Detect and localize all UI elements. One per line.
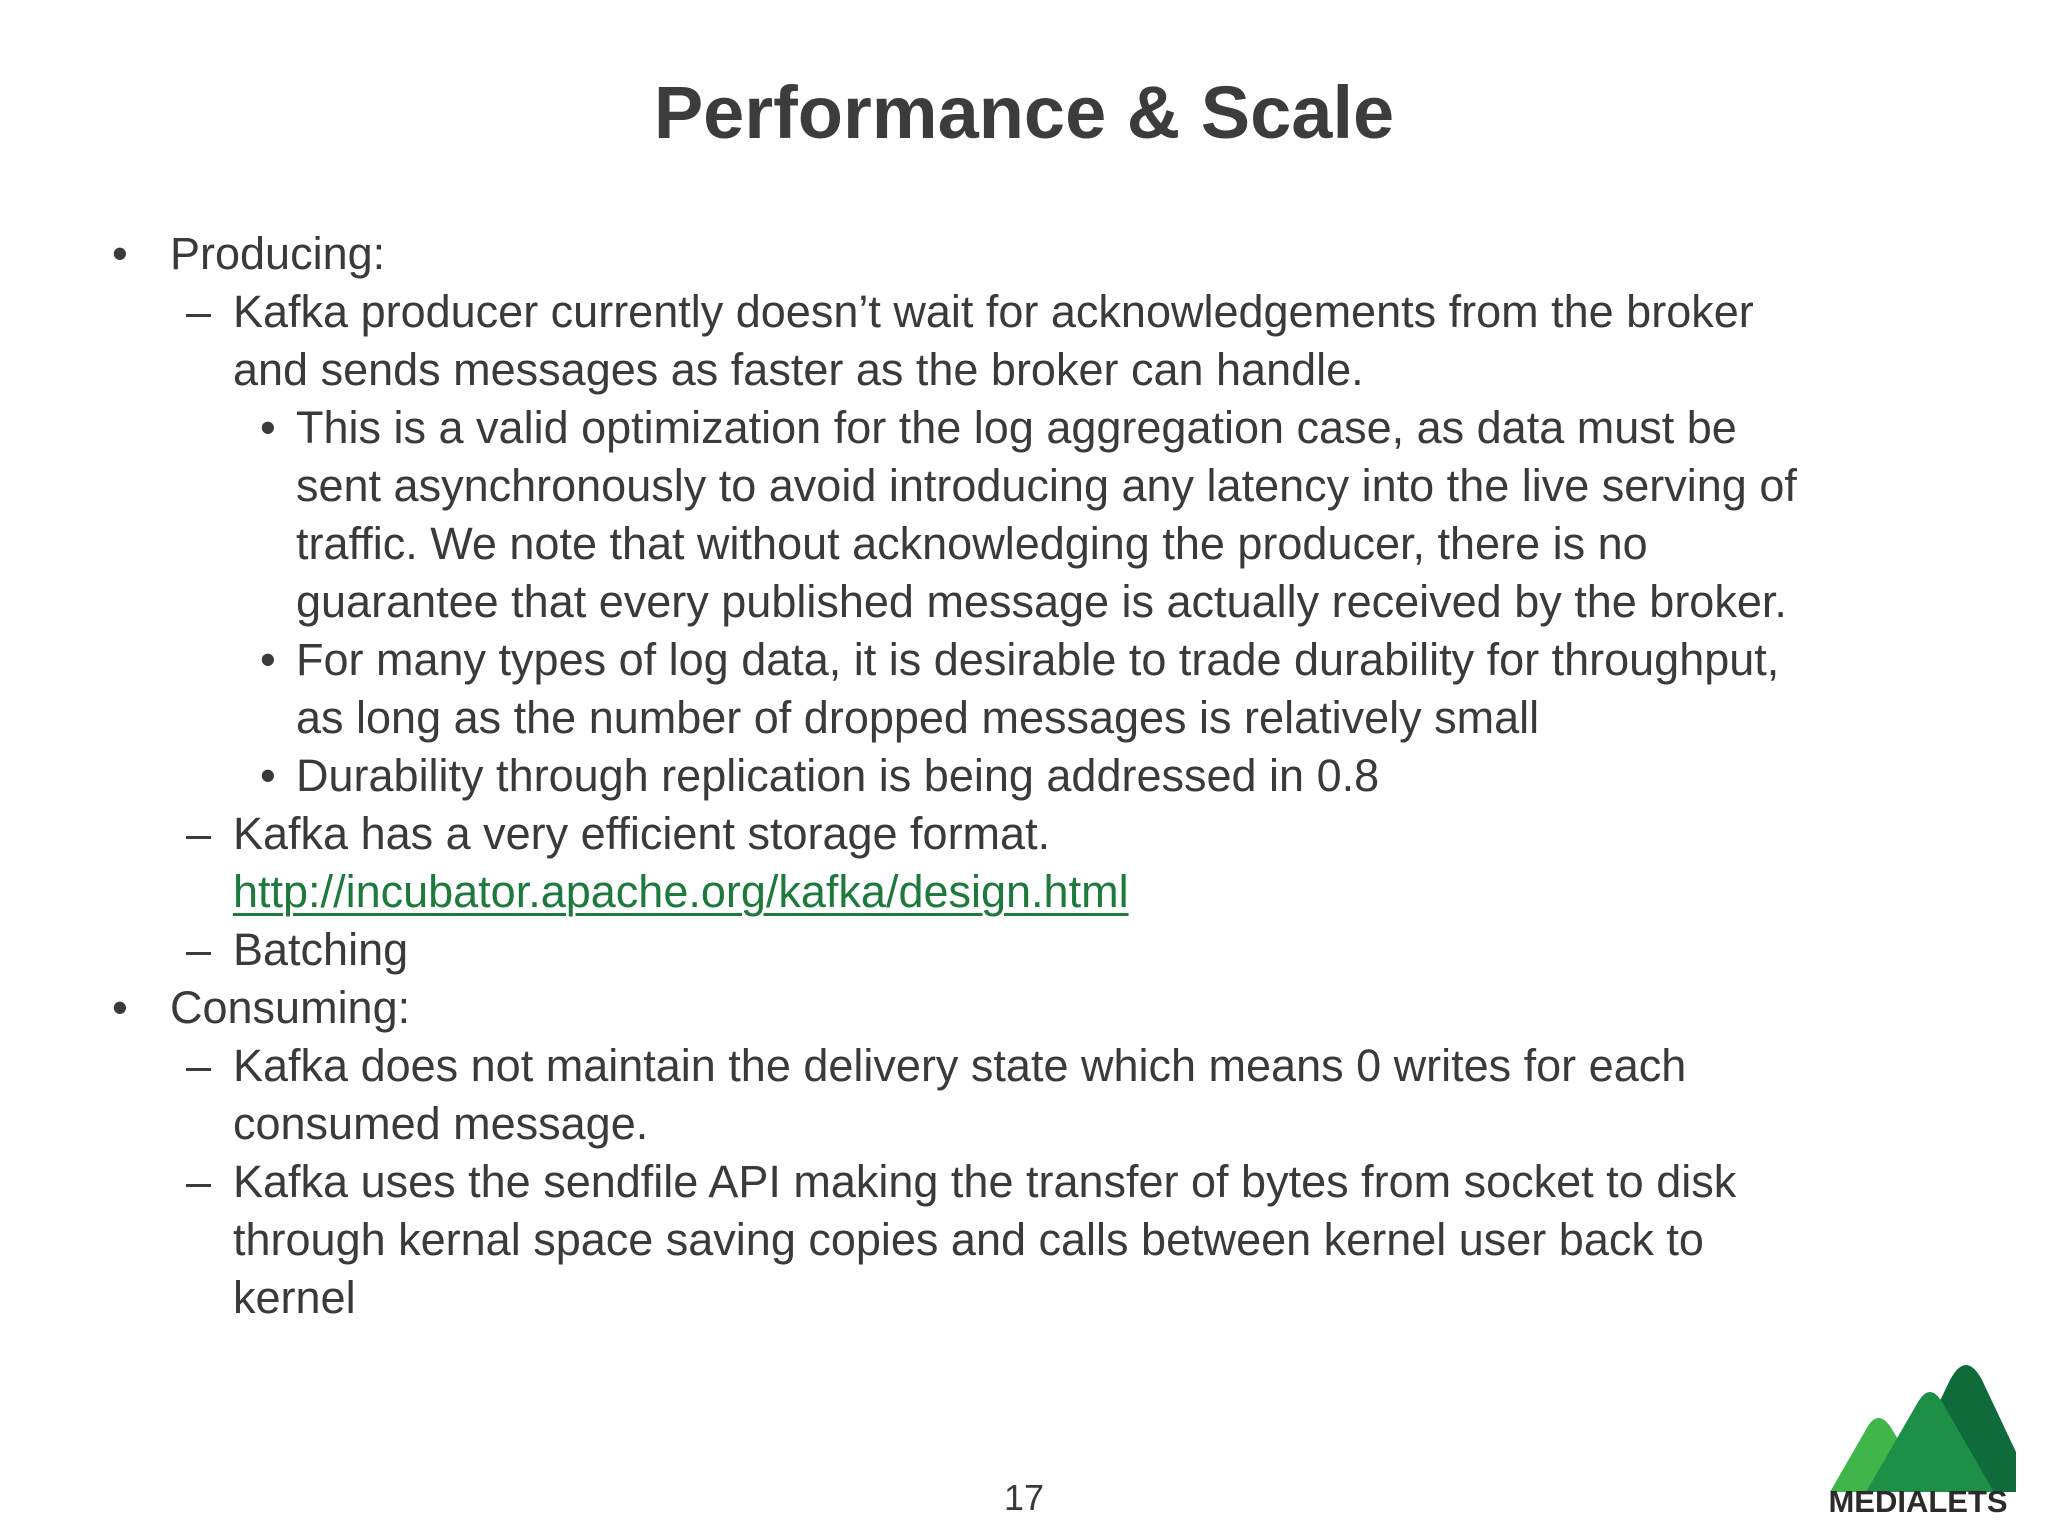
dash-marker: – [186,286,212,337]
item-optimization-line-4: guarantee that every published message is actually received by the broker. [296,576,1787,627]
bullet-marker: • [260,750,276,801]
subbullet-delivery-line-1: Kafka does not maintain the delivery state which means 0 writes for each [233,1040,1687,1091]
bullet-producing: Producing: [170,228,386,279]
bullet-marker: • [112,228,128,279]
dash-marker: – [186,924,212,975]
subbullet-sendfile-line-3: kernel [233,1272,356,1323]
dash-marker: – [186,808,212,859]
bullet-marker: • [112,982,128,1033]
item-optimization-line-3: traffic. We note that without acknowledging the producer, there is no [296,518,1648,569]
item-tradeoff-line-2: as long as the number of dropped messages is relatively small [296,692,1540,743]
dash-marker: – [186,1040,212,1091]
subbullet-producer-line-1: Kafka producer currently doesn’t wait for acknowledgements from the broker [233,286,1754,337]
subbullet-batching: Batching [233,924,409,975]
subbullet-storage-format: Kafka has a very efficient storage format. [233,808,1051,859]
bullet-marker: • [260,634,276,685]
item-tradeoff-line-1: For many types of log data, it is desirable to trade durability for throughput, [296,634,1780,685]
item-replication: Durability through replication is being addressed in 0.8 [296,750,1380,801]
slide-title: Performance & Scale [653,71,1395,154]
dash-marker: – [186,1156,212,1207]
item-optimization-line-1: This is a valid optimization for the log aggregation case, as data must be [296,402,1737,453]
subbullet-producer-line-2: and sends messages as faster as the broker can handle. [233,344,1364,395]
subbullet-sendfile-line-2: through kernal space saving copies and calls between kernel user back to [233,1214,1704,1265]
subbullet-sendfile-line-1: Kafka uses the sendfile API making the transfer of bytes from socket to disk [233,1156,1737,1207]
bullet-consuming: Consuming: [170,982,411,1033]
page-number: 17 [1003,1477,1045,1518]
bullet-marker: • [260,402,276,453]
design-doc-link[interactable]: http://incubator.apache.org/kafka/design.html [233,866,1129,917]
medialets-wordmark: MEDIALETS [1828,1484,2008,1519]
subbullet-delivery-line-2: consumed message. [233,1098,649,1149]
item-optimization-line-2: sent asynchronously to avoid introducing any latency into the live serving of [296,460,1797,511]
